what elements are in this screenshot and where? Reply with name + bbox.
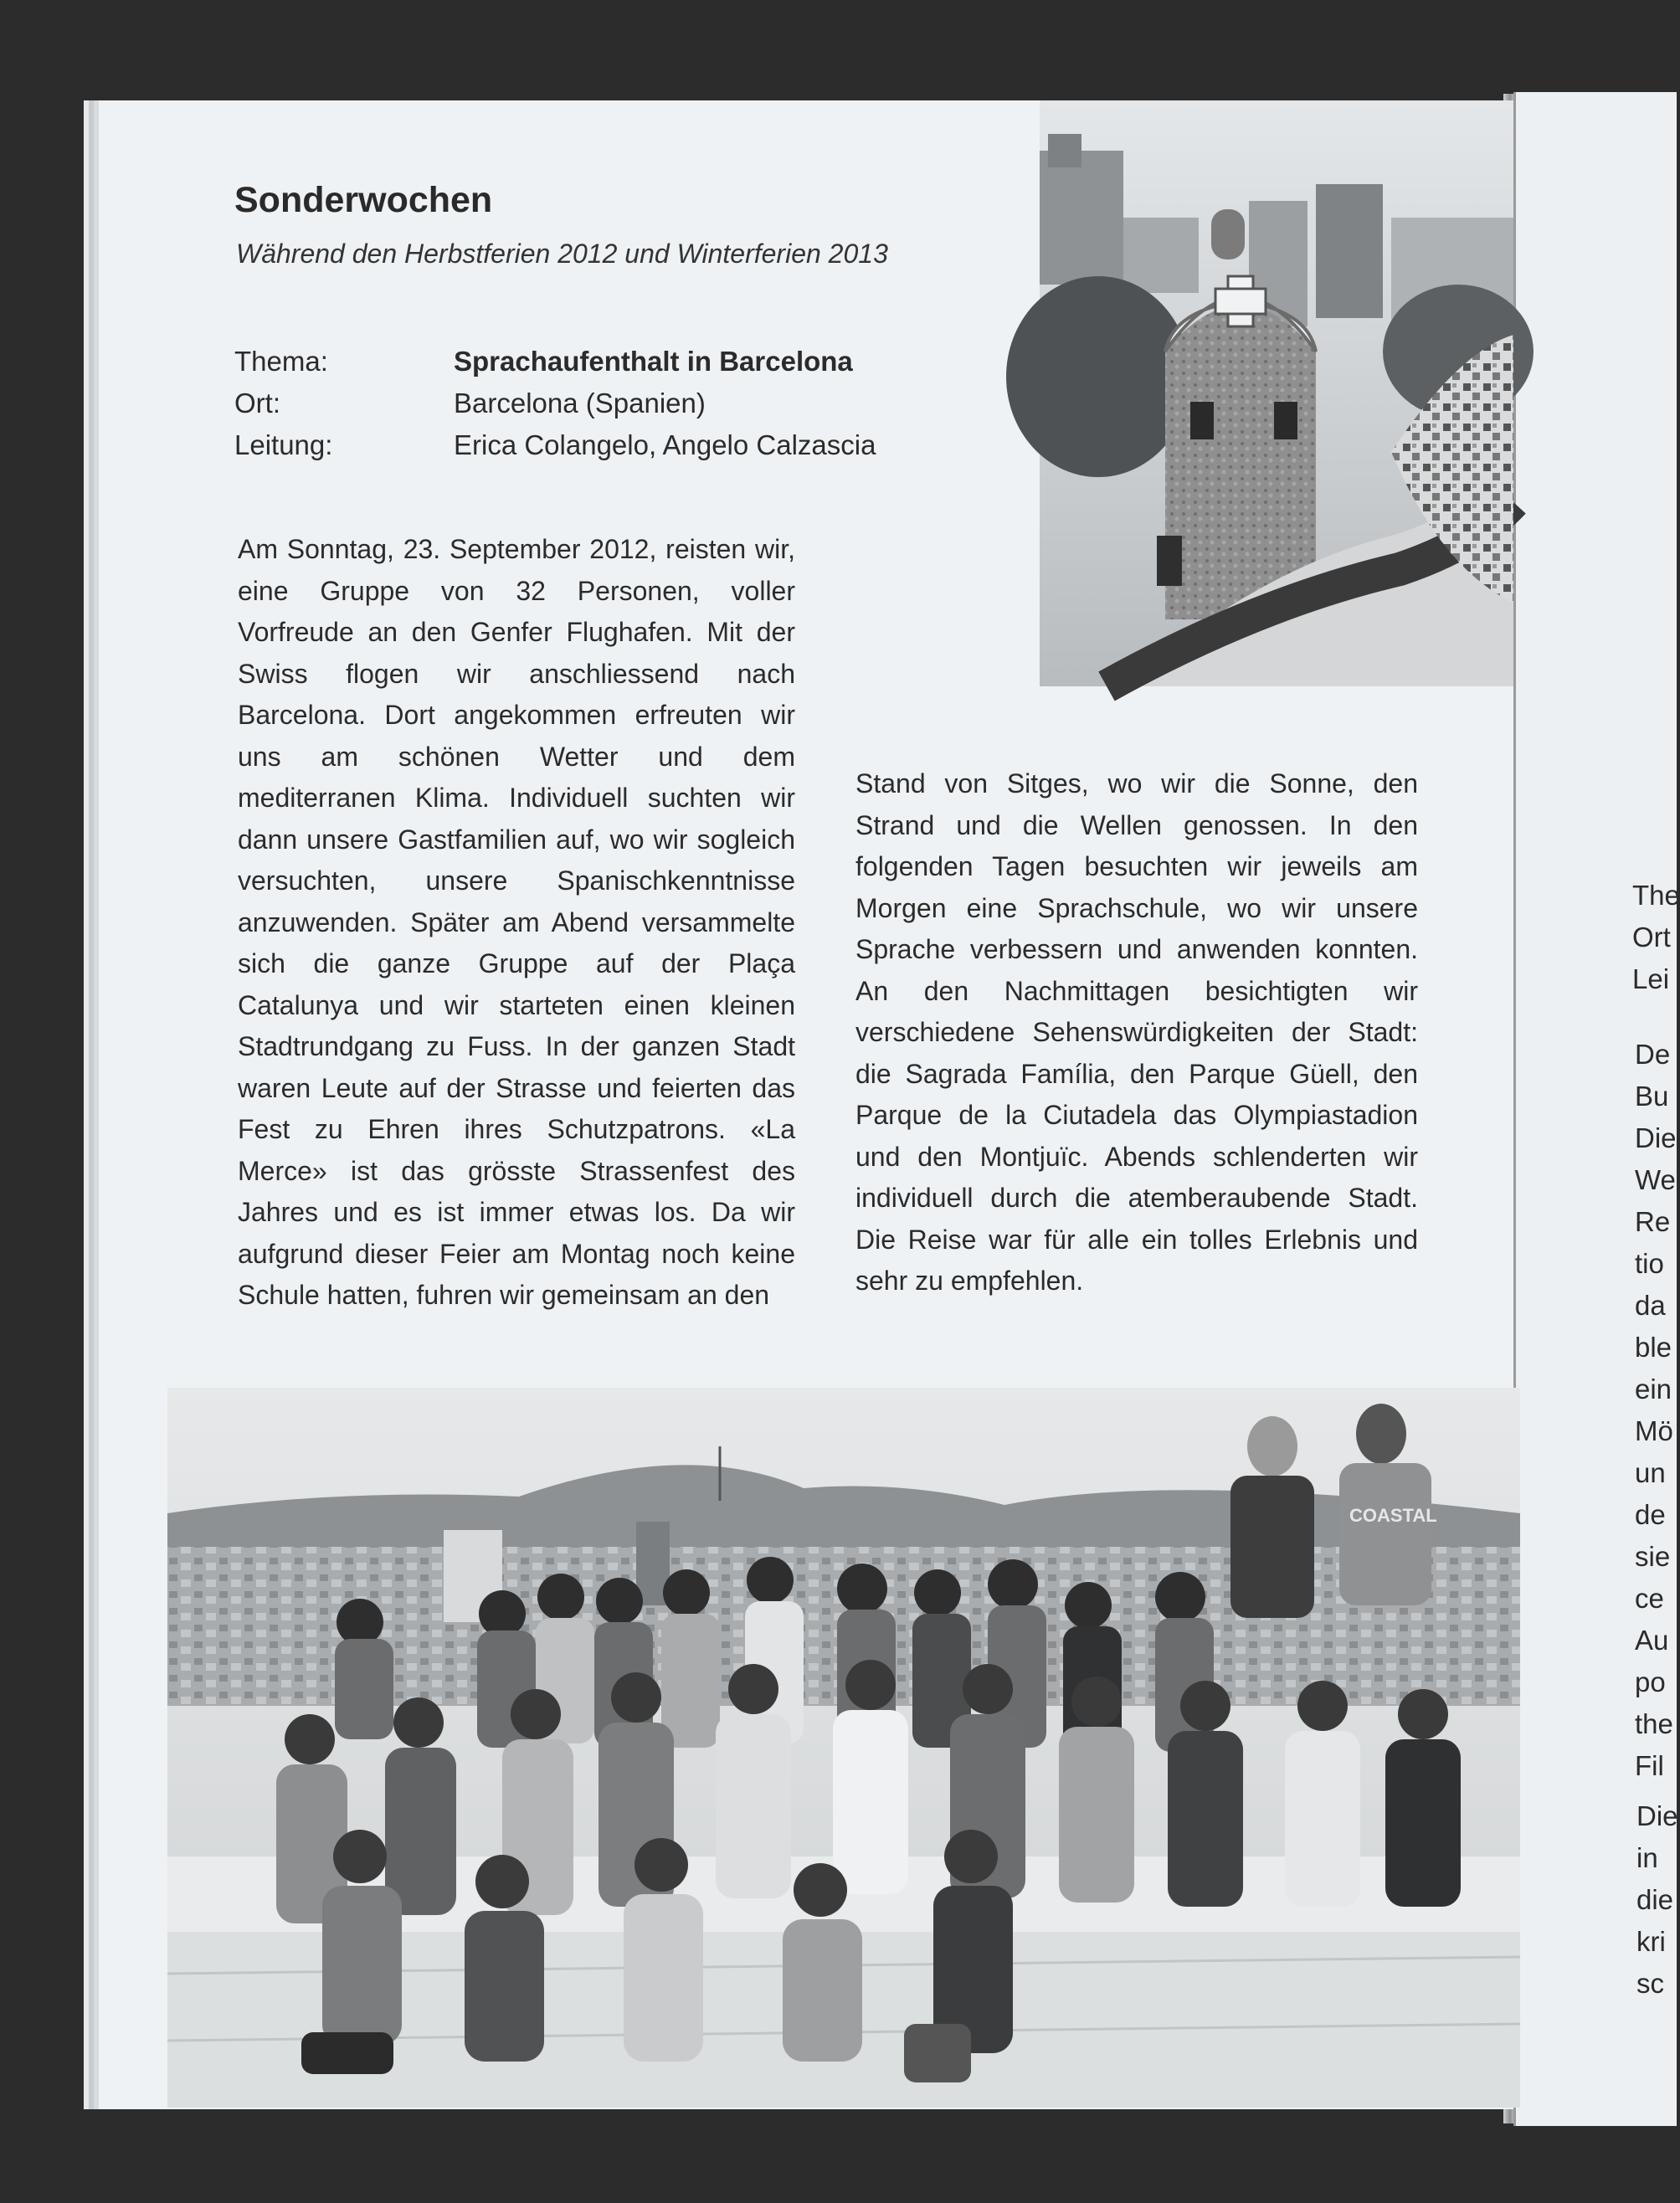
backpack-icon <box>301 2032 393 2074</box>
next-line: po <box>1635 1666 1666 1697</box>
leadership-value: Erica Colangelo, Angelo Calzascia <box>454 429 876 460</box>
section-subtitle: Während den Herbstferien 2012 und Winterferien 2013 <box>236 239 888 269</box>
next-line: de <box>1635 1499 1666 1530</box>
topic-row <box>234 341 954 383</box>
next-line: da <box>1635 1290 1666 1321</box>
next-line: Die <box>1636 1800 1678 1831</box>
next-line: Bu <box>1635 1081 1669 1112</box>
next-page-text-a <box>1632 875 1680 1000</box>
article-column-2: Stand von Sitges, wo wir die Sonne, den Strand und die Wellen genossen. In den folgenden Tagen besuchten wir jeweils am Morgen eine Sprachschule, wo wir unsere Sprache verbessern und anwenden konnten. An den Nachmittagen besichtigten wir verschiedene Sehenswürdigkeiten der Stadt: die Sagrada Família, den Parque Güell, den Parque de la Ciutadela das Olympiastadion und den Montjuïc. Abends schlenderten wir individuell durch die atemberaubende Stadt. Die Reise war für alle ein tolles Erlebnis und sehr zu empfehlen. <box>855 768 1418 1296</box>
parque-guell-illustration <box>1040 100 1513 686</box>
next-line: Lei <box>1632 963 1670 994</box>
next-line: tio <box>1635 1248 1664 1279</box>
leadership-row <box>234 424 954 466</box>
next-line: ce <box>1635 1583 1664 1614</box>
next-line: ble <box>1635 1332 1672 1363</box>
next-line: Mö <box>1635 1415 1673 1446</box>
shirt-print: COASTAL <box>1349 1505 1437 1526</box>
next-line: Fil <box>1635 1750 1664 1781</box>
next-line: the <box>1635 1708 1673 1739</box>
article-column-1: Am Sonntag, 23. September 2012, reisten wir, eine Gruppe von 32 Personen, voller Vorfreude an den Genfer Flughafen. Mit der Swiss flogen wir anschliessend nach Barcelona. Dort angekommen erfreuten wir uns am schönen Wetter und dem mediterranen Klima. Individuell suchten wir dann unsere Gastfamilien auf, wo wir sogleich versuchten, unsere Spanischkenntnisse anzuwenden. Später am Abend versammelte sich die ganze Gruppe auf der Plaça Catalunya und wir starteten einen kleinen Stadtrundgang zu Fuss. In der ganzen Stadt waren Leute auf der Strasse und feierten das Fest zu Ehren ihres Schutzpatrons. «La Merce» ist das grösste Strassenfest des Jahres und es ist immer etwas los. Da wir aufgrund dieser Feier am Montag noch keine Schule hatten, fuhren wir gemeinsam an den <box>238 534 795 1310</box>
next-line: We <box>1635 1164 1676 1195</box>
next-line: The <box>1632 880 1680 911</box>
parque-guell-photo <box>1040 100 1513 686</box>
info-block <box>234 341 954 466</box>
next-line: un <box>1635 1457 1666 1488</box>
location-row <box>234 383 954 424</box>
next-line: sc <box>1636 1968 1664 1999</box>
next-line: Au <box>1635 1625 1669 1656</box>
bag-icon <box>904 2024 971 2082</box>
next-line: sie <box>1635 1541 1671 1572</box>
next-line: Re <box>1635 1206 1671 1237</box>
topic-label: Thema: <box>234 346 328 377</box>
group-photo <box>167 1388 1520 2108</box>
next-line: die <box>1636 1884 1674 1915</box>
next-page-text-b <box>1635 1034 1677 1787</box>
topic-value: Sprachaufenthalt in Barcelona <box>454 346 853 377</box>
next-line: Die <box>1635 1122 1677 1153</box>
leadership-label: Leitung: <box>234 429 333 460</box>
next-line: kri <box>1636 1926 1666 1957</box>
location-value: Barcelona (Spanien) <box>454 388 706 419</box>
next-line: De <box>1635 1039 1671 1070</box>
next-page-text-c <box>1636 1795 1678 2005</box>
group-photo-illustration <box>167 1388 1520 2108</box>
next-line: in <box>1636 1842 1658 1873</box>
section-title: Sonderwochen <box>234 180 493 220</box>
next-line: Ort <box>1632 922 1671 953</box>
next-line: ein <box>1635 1374 1672 1404</box>
location-label: Ort: <box>234 388 280 419</box>
